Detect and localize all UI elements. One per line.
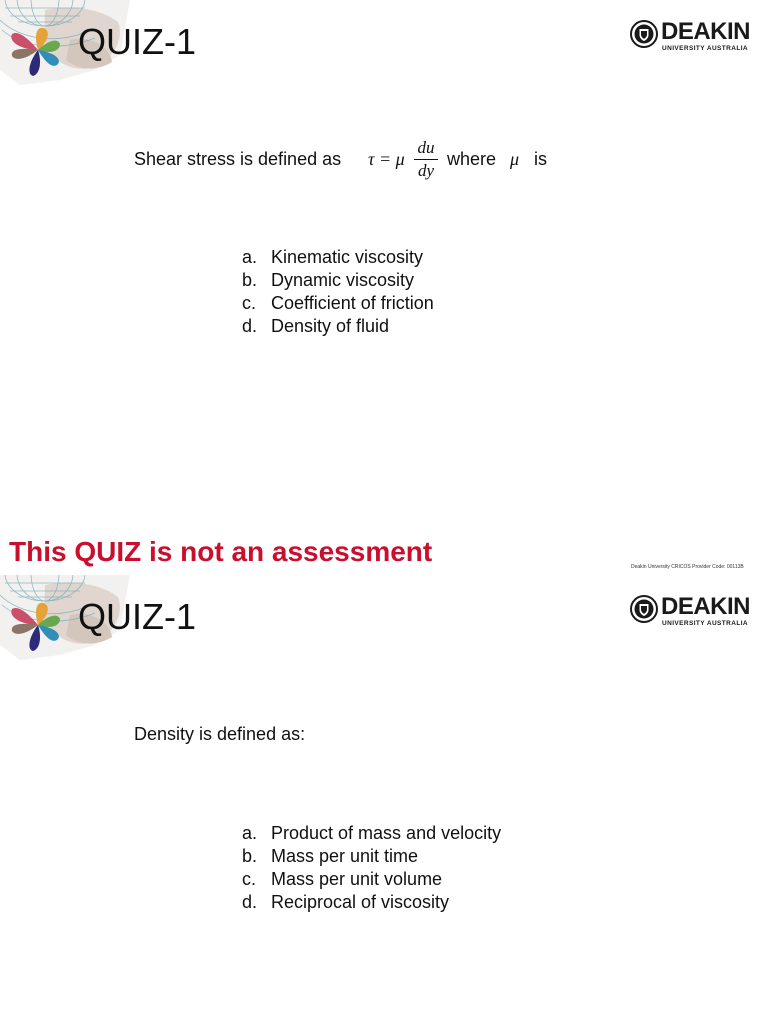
fraction-bar — [414, 159, 438, 160]
slide-title: QUIZ-1 — [78, 596, 197, 637]
question-variable: μ — [510, 149, 520, 169]
formula-fraction — [414, 138, 438, 181]
option-letter: a. — [242, 247, 258, 267]
answer-options — [242, 822, 501, 914]
option-letter: d. — [242, 316, 258, 336]
option-c — [242, 292, 434, 315]
option-text: Mass per unit time — [271, 846, 419, 866]
option-text: Reciprocal of viscosity — [271, 892, 450, 912]
slide-title: QUIZ-1 — [78, 21, 197, 62]
question-text: Density is defined as: — [134, 724, 306, 744]
answer-options — [242, 246, 434, 338]
option-text: Density of fluid — [271, 316, 390, 336]
option-a — [242, 822, 501, 845]
formula-denominator: dy — [417, 161, 435, 180]
logo-wordmark: DEAKIN — [661, 18, 751, 45]
option-text: Product of mass and velocity — [271, 823, 502, 843]
option-text: Kinematic viscosity — [271, 247, 424, 267]
option-a — [242, 246, 434, 269]
question-mid: where — [447, 149, 497, 169]
option-letter: b. — [242, 270, 258, 290]
option-letter: a. — [242, 823, 258, 843]
deakin-crest-icon — [630, 20, 658, 48]
deakin-crest-icon — [630, 595, 658, 623]
slide-2 — [0, 575, 768, 1024]
deakin-logo — [630, 18, 751, 55]
option-letter: c. — [242, 293, 257, 313]
logo-subtitle: UNIVERSITY AUSTRALIA — [662, 620, 749, 627]
deakin-logo — [630, 593, 751, 630]
option-text: Coefficient of friction — [271, 293, 434, 313]
formula-numerator: du — [417, 138, 435, 157]
option-text: Dynamic viscosity — [271, 270, 415, 290]
option-d — [242, 891, 501, 914]
cricos-footer: Deakin University CRICOS Provider Code: 00113B — [631, 564, 744, 570]
option-letter: b. — [242, 846, 258, 866]
question-prefix: Shear stress is defined as — [134, 149, 342, 169]
option-text: Mass per unit volume — [271, 869, 443, 889]
question-suffix: is — [534, 149, 547, 169]
option-d — [242, 315, 434, 338]
option-c — [242, 868, 501, 891]
option-letter: c. — [242, 869, 257, 889]
option-b — [242, 269, 434, 292]
notice-text: This QUIZ is not an assessment — [9, 536, 433, 567]
formula-lhs: τ = μ — [368, 149, 405, 169]
option-b — [242, 845, 501, 868]
option-letter: d. — [242, 892, 258, 912]
logo-subtitle: UNIVERSITY AUSTRALIA — [662, 45, 749, 52]
logo-wordmark: DEAKIN — [661, 593, 751, 620]
